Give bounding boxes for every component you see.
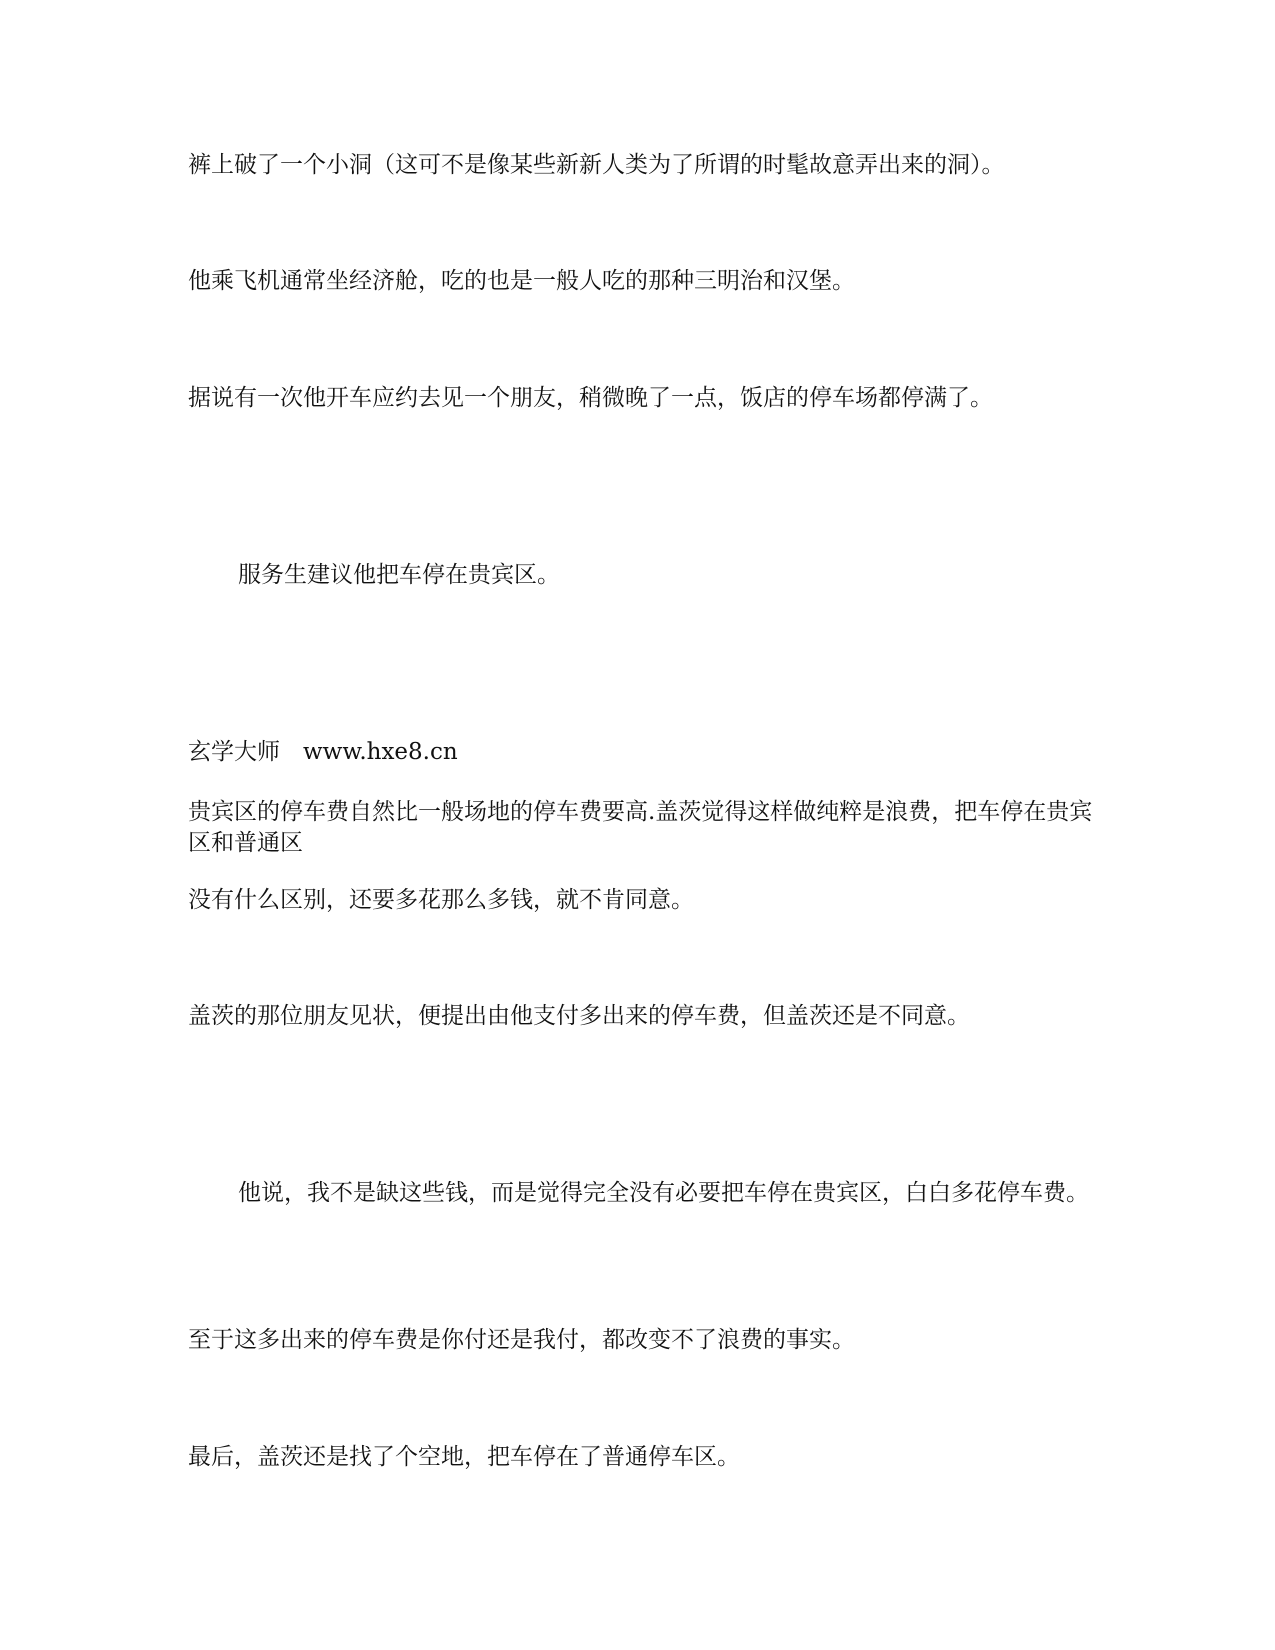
- paragraph-9: 他说，我不是缺这些钱，而是觉得完全没有必要把车停在贵宾区，白白多花停车费。: [238, 1180, 1089, 1206]
- paragraph-10: 至于这多出来的停车费是你付还是我付，都改变不了浪费的事实。: [188, 1327, 855, 1353]
- paragraph-7: 没有什么区别，还要多花那么多钱，就不肯同意。: [188, 887, 694, 913]
- paragraph-1: 裤上破了一个小洞（这可不是像某些新新人类为了所谓的时髦故意弄出来的洞）。: [188, 152, 1005, 178]
- website-line: 玄学大师 www.hxe8.cn: [188, 739, 458, 765]
- paragraph-3: 据说有一次他开车应约去见一个朋友，稍微晚了一点，饭店的停车场都停满了。: [188, 385, 993, 411]
- paragraph-11: 最后，盖茨还是找了个空地，把车停在了普通停车区。: [188, 1444, 740, 1470]
- paragraph-6: 贵宾区的停车费自然比一般场地的停车费要高.盖茨觉得这样做纯粹是浪费，把车停在贵宾区和普通区: [188, 799, 1093, 856]
- paragraph-2: 他乘飞机通常坐经济舱，吃的也是一般人吃的那种三明治和汉堡。: [188, 268, 855, 294]
- paragraph-4: 服务生建议他把车停在贵宾区。: [238, 562, 560, 588]
- paragraph-8: 盖茨的那位朋友见状，便提出由他支付多出来的停车费，但盖茨还是不同意。: [188, 1003, 970, 1029]
